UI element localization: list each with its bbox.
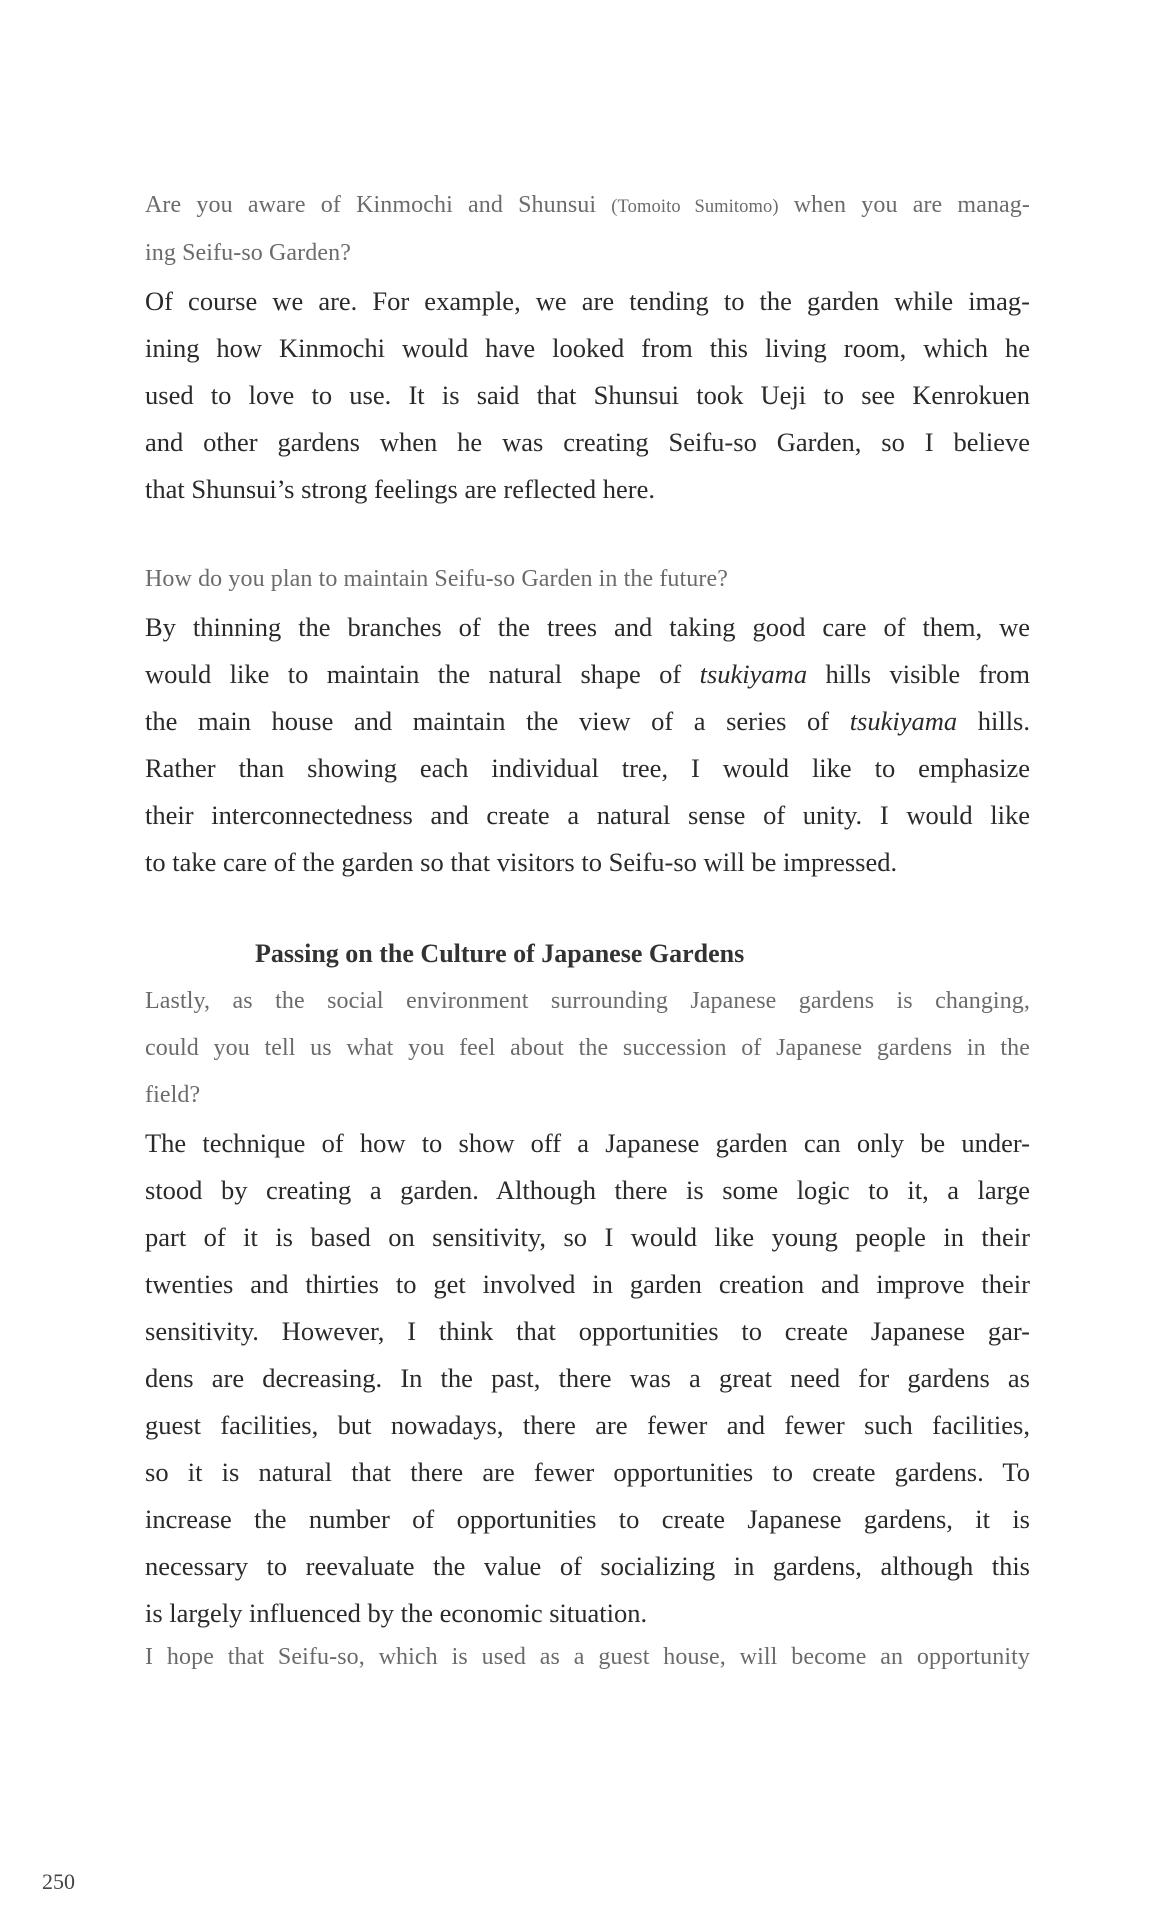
- answer-3-line-4: twenties and thirties to get involved in garden creation and improve their: [145, 1269, 1030, 1299]
- answer-2-line-2-text-a: would like to maintain the natural shape of: [145, 659, 700, 689]
- answer-3-line-1: The technique of how to show off a Japanese garden can only be under-: [145, 1128, 1030, 1158]
- answer-3-line-7: guest facilities, but nowadays, there are fewer and fewer such facilities,: [145, 1410, 1030, 1440]
- answer-2-line-3-text-b: hills.: [957, 706, 1030, 736]
- answer-3-line-6: dens are decreasing. In the past, there was a great need for gardens as: [145, 1363, 1030, 1393]
- question-1-line-2: ing Seifu-so Garden?: [145, 240, 351, 266]
- question-3-line-3: field?: [145, 1082, 201, 1108]
- answer-1-line-1: Of course we are. For example, we are tending to the garden while imag-: [145, 286, 1030, 316]
- answer-2-line-2-text-b: hills visible from: [807, 659, 1031, 689]
- answer-3-line-5: sensitivity. However, I think that opportunities to create Japanese gar-: [145, 1316, 1030, 1346]
- answer-3-line-8: so it is natural that there are fewer opportunities to create gardens. To: [145, 1457, 1030, 1487]
- question-1-line-1: [145, 192, 1030, 219]
- answer-2-line-5: their interconnectedness and create a natural sense of unity. I would like: [145, 800, 1030, 830]
- question-1-aside: (Tomoito Sumitomo): [611, 197, 779, 217]
- question-1-text-b: when you are manag-: [778, 192, 1030, 218]
- question-3-line-1: Lastly, as the social environment surrounding Japanese gardens is changing,: [145, 988, 1030, 1014]
- answer-2-line-1: By thinning the branches of the trees and taking good care of them, we: [145, 612, 1030, 642]
- question-1-text-a: Are you aware of Kinmochi and Shunsui: [145, 192, 612, 218]
- answer-2-line-6: to take care of the garden so that visitors to Seifu-so will be impressed.: [145, 847, 898, 877]
- section-heading: Passing on the Culture of Japanese Gardens: [255, 939, 745, 968]
- question-2-line-1: How do you plan to maintain Seifu-so Garden in the future?: [145, 566, 728, 592]
- question-3-line-2: could you tell us what you feel about the succession of Japanese gardens in the: [145, 1035, 1030, 1061]
- answer-2-line-2-italic: tsukiyama: [699, 659, 808, 689]
- answer-3-line-9: increase the number of opportunities to create Japanese gardens, it is: [145, 1504, 1030, 1534]
- answer-1-line-3: used to love to use. It is said that Shunsui took Ueji to see Kenrokuen: [145, 380, 1030, 410]
- answer-1-line-4: and other gardens when he was creating Seifu-so Garden, so I believe: [145, 427, 1030, 457]
- answer-2-line-4: Rather than showing each individual tree, I would like to emphasize: [145, 753, 1030, 783]
- answer-1-line-2: ining how Kinmochi would have looked from this living room, which he: [145, 333, 1030, 363]
- answer-3-line-2: stood by creating a garden. Although there is some logic to it, a large: [145, 1175, 1030, 1205]
- question-4-line-1: I hope that Seifu-so, which is used as a guest house, will become an opportunity: [145, 1644, 1030, 1670]
- page-number: 250: [42, 1869, 75, 1894]
- answer-2-line-2: [145, 659, 1030, 690]
- answer-2-line-3-text-a: the main house and maintain the view of a series of: [145, 706, 850, 736]
- answer-2-line-3: [145, 706, 1030, 737]
- answer-2-line-3-italic: tsukiyama: [849, 706, 958, 736]
- answer-3-line-3: part of it is based on sensitivity, so I would like young people in their: [145, 1222, 1030, 1252]
- answer-3-line-11: is largely influenced by the economic situation.: [145, 1598, 648, 1628]
- answer-1-line-5: that Shunsui’s strong feelings are reflected here.: [145, 474, 655, 504]
- answer-3-line-10: necessary to reevaluate the value of socializing in gardens, although this: [145, 1551, 1030, 1581]
